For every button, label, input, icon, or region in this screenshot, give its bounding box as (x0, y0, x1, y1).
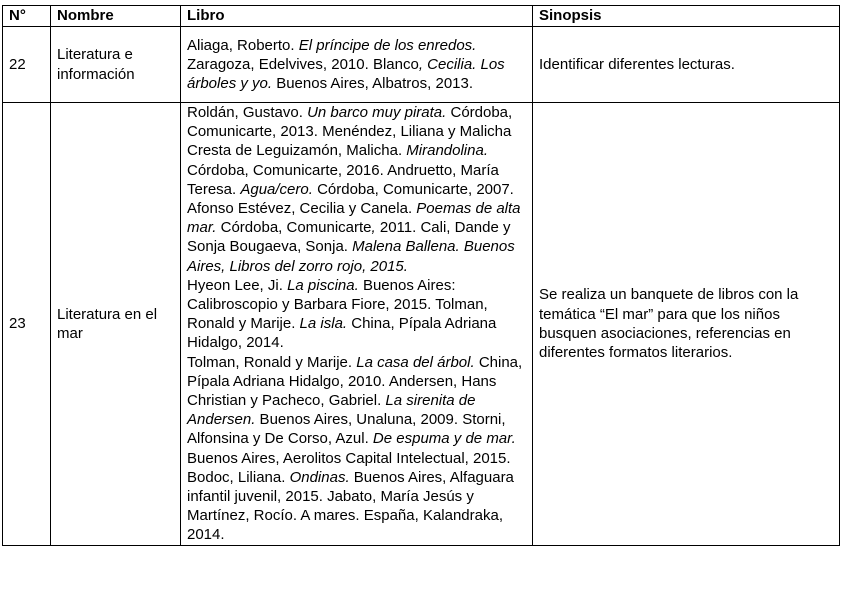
book-reference-text: Córdoba, Comunicarte, 2013. Menéndez, Liliana y Malicha Cresta de Leguizamón, Malicha. (187, 104, 513, 160)
row-books (181, 27, 533, 103)
book-title-text: El príncipe de los enredos. (298, 36, 477, 54)
book-title-text: La casa del árbol. (356, 353, 475, 371)
book-reference-text: 2011. Cali, Dande y Sonja Bougaeva, Sonja. (187, 219, 511, 256)
book-reference-text: Zaragoza, Edelvives, 2010. Blanco (187, 55, 419, 73)
row-synopsis: Se realiza un banquete de libros con la temática “El mar” para que los niños busquen asociaciones, referencias en diferentes formatos literarios. (533, 103, 840, 546)
table-row (3, 27, 840, 103)
book-reference (187, 199, 526, 276)
book-title-text: Mirandolina. (406, 142, 488, 160)
books-table (2, 5, 840, 546)
book-title-text: La piscina. (287, 276, 359, 294)
book-title-text: Poemas de alta mar. (187, 200, 521, 237)
book-reference-text: Buenos Aires: Calibroscopio y Barbara Fiore, 2015. Tolman, Ronald y Marije. (187, 276, 488, 333)
book-reference-text: China, Pípala Adriana Hidalgo, 2014. (187, 315, 497, 352)
book-title-text: Malena Ballena. Buenos Aires, Libros del zorro rojo, 2015. (187, 238, 515, 275)
header-book: Libro (181, 6, 533, 27)
book-reference-text: Córdoba, Comunicarte, 2007. (312, 180, 514, 198)
book-title-text: Agua/cero. (240, 180, 313, 198)
book-reference-text: Buenos Aires, Unaluna, 2009. Storni, Alfonsina y De Corso, Azul. (187, 411, 506, 448)
row-number: 22 (3, 27, 51, 103)
book-title-text: De espuma y de mar. (372, 430, 516, 448)
book-reference-text: Córdoba, Comunicarte (216, 219, 372, 237)
book-reference-text: Aliaga, Roberto. (187, 36, 299, 54)
table-header-row (3, 6, 840, 27)
book-reference-text: China, Pípala Adriana Hidalgo, 2010. Andersen, Hans Christian y Pacheco, Gabriel. (187, 353, 523, 410)
book-reference-text: Roldán, Gustavo. (187, 104, 308, 121)
book-title-text: Un barco muy pirata. (307, 104, 447, 121)
row-books (181, 103, 533, 546)
table-row (3, 103, 840, 546)
row-name: Literatura e información (51, 27, 181, 103)
book-reference-text: Buenos Aires, Alfaguara infantil juvenil, 2015. Jabato, María Jesús y Martínez, Rocío. A mares. España, Kalandraka, 2014. (187, 468, 514, 544)
book-title-text: , Cecilia. Los árboles y yo. (187, 55, 505, 93)
book-title-text: La isla. (299, 315, 348, 333)
book-reference (187, 36, 526, 94)
header-num: N° (3, 6, 51, 27)
book-title-text: , (371, 219, 376, 237)
book-reference-text: Buenos Aires, Aerolitos Capital Intelectual, 2015. Bodoc, Liliana. (187, 449, 511, 486)
book-reference-text: Hyeon Lee, Ji. (187, 276, 288, 294)
row-number: 23 (3, 103, 51, 546)
book-reference-text: Afonso Estévez, Cecilia y Canela. (187, 200, 417, 218)
book-title-text: La sirenita de Andersen. (187, 392, 476, 429)
book-reference (187, 353, 526, 545)
book-reference (187, 103, 526, 199)
book-reference-text: Tolman, Ronald y Marije. (187, 353, 357, 371)
book-reference-text: Buenos Aires, Albatros, 2013. (272, 75, 474, 93)
row-synopsis: Identificar diferentes lecturas. (533, 27, 840, 103)
book-reference-text: Córdoba, Comunicarte, 2016. Andruetto, María Teresa. (187, 161, 499, 198)
header-name: Nombre (51, 6, 181, 27)
row-name: Literatura en el mar (51, 103, 181, 546)
header-synopsis: Sinopsis (533, 6, 840, 27)
book-reference (187, 276, 526, 353)
book-title-text: Ondinas. (289, 468, 350, 486)
